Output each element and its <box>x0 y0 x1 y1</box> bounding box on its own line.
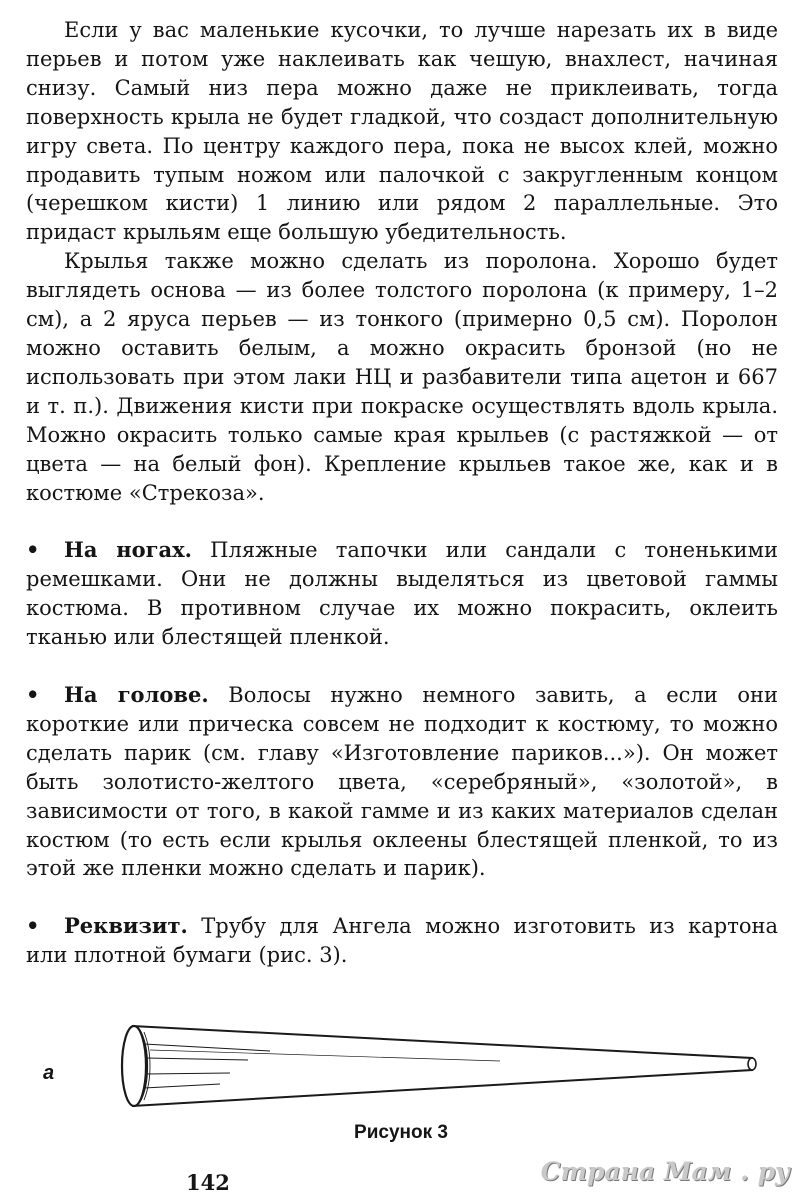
trumpet-cone-drawing-icon <box>80 1018 780 1128</box>
bullet-marker: • <box>26 913 40 939</box>
bullet-lead-head: На голове. <box>64 682 209 708</box>
bullet-marker: • <box>26 537 40 563</box>
figure-trumpet <box>40 1018 780 1128</box>
paragraph-feathers: Если у вас маленькие кусочки, то лучше нарезать их в виде перьев и потом уже наклеивать как чешую, внахлест, начиная снизу. Самый низ пера можно даже не приклеивать, тогда поверхность крыла не будет гладкой, что создаст дополнительную игру света. По центру каждого пера, пока не высох клей, можно продавить тупым ножом или палочкой с закругленным концом (черешком кисти) 1 линию или рядом 2 параллельные. Это придаст крыльям еще большую убедительность. <box>26 18 778 245</box>
figure-caption: Рисунок 3 <box>354 1122 448 1143</box>
body-text <box>26 16 778 970</box>
bullet-text-head: Волосы нужно немного завить, а если они короткие или прическа совсем не подходит к костюму, то можно сделать парик (см. главу «Изготовление париков...»). Он может быть золотисто-желтого цвета, «серебряный», «золотой», в зависимости от того, в какой гамме и из каких материалов сделан костюм (то есть если крылья оклеены блестящей пленкой, то из этой же пленки можно сделать и парик). <box>26 683 778 881</box>
bullet-legs <box>26 536 778 652</box>
bullet-text-props: Трубу для Ангела можно изготовить из картона или плотной бумаги (рис. 3). <box>26 914 778 968</box>
paragraph-foam: Крылья также можно сделать из поролона. Хорошо будет выглядеть основа — из более толстого поролона (к примеру, 1–2 см), а 2 яруса перьев — из тонкого (примерно 0,5 см). Поролон можно оставить белым, а можно окрасить бронзой (но не использовать при этом лаки НЦ и разбавители типа ацетон и 667 и т. п.). Движения кисти при покраске осуществлять вдоль крыла. Можно окрасить только самые края крыльев (с растяжкой — от цвета — на белый фон). Крепление крыльев такое же, как и в костюме «Стрекоза». <box>26 249 778 505</box>
site-watermark: Страна Мам . ру <box>540 1157 790 1186</box>
bullet-marker: • <box>26 682 40 708</box>
bullet-props <box>26 912 778 970</box>
page-number: 142 <box>186 1170 230 1195</box>
bullet-text-legs: Пляжные тапочки или сандали с тоненькими ремешками. Они не должны выделяться из цветовой гаммы костюма. В противном случае их можно покрасить, оклеить тканью или блестящей пленкой. <box>26 538 778 650</box>
bullet-lead-legs: На ногах. <box>64 537 192 563</box>
figure-label-a: а <box>43 1062 55 1084</box>
bullet-head <box>26 681 778 883</box>
bullet-lead-props: Реквизит. <box>64 913 188 939</box>
